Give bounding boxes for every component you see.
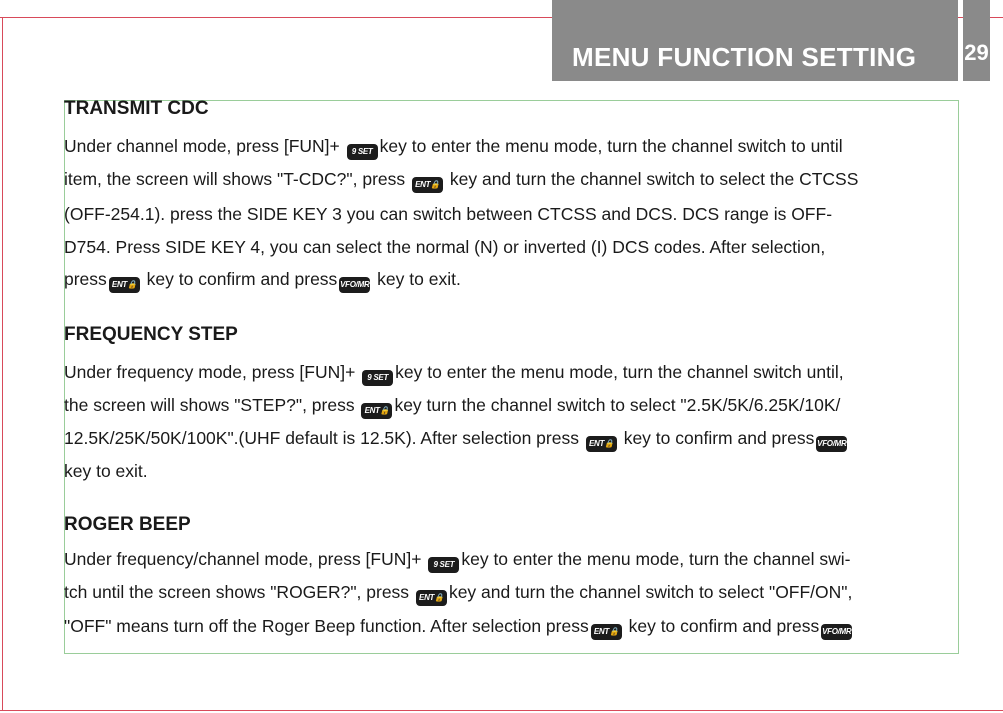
text-line: (OFF-254.1). press the SIDE KEY 3 you can switch between CTCSS and DCS. DCS range is OFF- [64,204,833,224]
vfo-mr-key-icon: VFO/MR [821,624,852,640]
text-span: key to exit. [372,269,461,289]
text-line [64,616,854,640]
text-line [64,395,840,419]
text-line [64,136,843,160]
ent-key-icon: ENT🔒 [412,177,443,193]
text-span: key and turn the channel switch to select the CTCSS [445,169,859,189]
text-line: D754. Press SIDE KEY 4, you can select the normal (N) or inverted (I) DCS codes. After selection, [64,237,826,257]
text-span: key to confirm and press [618,428,815,448]
text-line [64,428,849,452]
set-key-icon: 9 SET [347,144,378,160]
text-span: key to enter the menu mode, turn the channel switch to until [379,136,843,156]
ent-key-icon: ENT🔒 [591,624,622,640]
bottom-border-line [0,710,1003,711]
text-line [64,549,850,573]
page-title: MENU FUNCTION SETTING [572,42,917,72]
text-span: 12.5K/25K/50K/100K".(UHF default is 12.5K). After selection press [64,428,584,448]
left-border-line [2,17,3,711]
set-key-icon: 9 SET [362,370,393,386]
page-number: 29 [964,40,989,65]
text-span: key to enter the menu mode, turn the channel swi- [461,549,851,569]
text-span: key to confirm and press [141,269,338,289]
vfo-mr-key-icon: VFO/MR [339,277,370,293]
ent-key-icon: ENT🔒 [416,590,447,606]
ent-key-icon: ENT🔒 [586,436,617,452]
text-line [64,362,844,386]
text-span: item, the screen will shows "T-CDC?", press [64,169,410,189]
text-line [64,582,852,606]
set-key-icon: 9 SET [428,557,459,573]
text-line [64,169,858,193]
text-span: key turn the channel switch to select "2.5K/5K/6.25K/10K/ [394,395,841,415]
text-span: press [64,269,107,289]
section-title-frequency-step: FREQUENCY STEP [64,324,238,345]
text-line [64,269,461,293]
text-line: key to exit. [64,461,148,481]
section-title-transmit-cdc: TRANSMIT CDC [64,98,209,119]
text-span: key and turn the channel switch to select "OFF/ON", [448,582,853,602]
text-span: key to enter the menu mode, turn the channel switch until, [395,362,844,382]
text-span: tch until the screen shows "ROGER?", press [64,582,414,602]
vfo-mr-key-icon: VFO/MR [816,436,847,452]
section-title-roger-beep: ROGER BEEP [64,514,191,535]
text-span: Under frequency mode, press [FUN]+ [64,362,361,382]
ent-key-icon: ENT🔒 [361,403,392,419]
text-span: Under frequency/channel mode, press [FUN]+ [64,549,427,569]
text-span: "OFF" means turn off the Roger Beep function. After selection press [64,616,589,636]
text-span: key to confirm and press [623,616,820,636]
ent-key-icon: ENT🔒 [109,277,140,293]
text-span: the screen will shows "STEP?", press [64,395,360,415]
text-span: Under channel mode, press [FUN]+ [64,136,345,156]
